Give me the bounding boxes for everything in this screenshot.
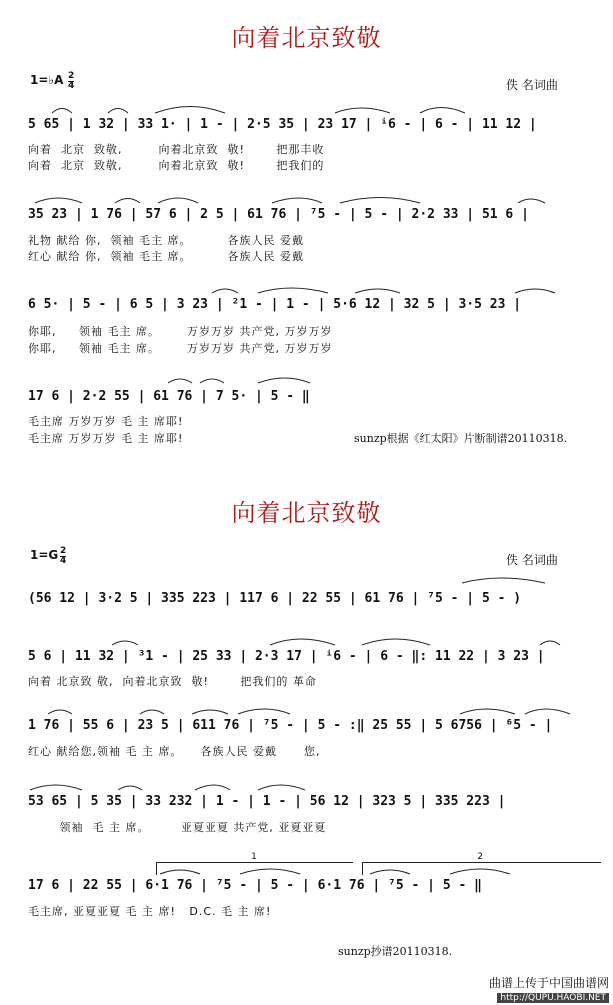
- slur: [158, 198, 198, 203]
- slur: [420, 108, 465, 114]
- song2-line3-notes: 1 76 | 55 6 | 23 5 | 611 76 | ⁷5 - | 5 - :‖ 25 55 | 5 6756 | ⁶5 - |: [28, 718, 553, 733]
- slur: [48, 710, 72, 714]
- slur: [52, 109, 72, 114]
- slur: [192, 710, 228, 714]
- volta-bracket-1: 1: [156, 862, 353, 875]
- song2-line5-lyrics: 毛主席, 亚夏亚夏 毛 主 席! D.C. 毛 主 席!: [28, 905, 272, 918]
- song1-line3-lyrics2: 你耶, 领袖 毛主 席。 万岁万岁 共产党, 万岁万岁: [28, 342, 333, 355]
- slur: [525, 709, 570, 714]
- slur: [258, 288, 328, 293]
- song2-line4-notes: 53 65 | 5 35 | 33 232 | 1 - | 1 - | 56 12 | 323 5 | 335 223 |: [28, 794, 506, 809]
- song1-key: 1=♭A: [30, 73, 64, 87]
- watermark-text: 曲谱上传于中国曲谱网: [488, 976, 609, 990]
- song1-line4-lyrics1: 毛主席 万岁万岁 毛 主 席耶!: [28, 415, 184, 428]
- song1-line1-lyrics1: 向着 北京 致敬, 向着北京致 敬! 把那丰收: [28, 143, 325, 156]
- song1-line2-lyrics2: 红心 献给 你, 领袖 毛主 席。 各族人民 爱戴: [28, 250, 304, 263]
- song1-footnote: sunzp根据《红太阳》片断制谱20110318.: [354, 432, 568, 445]
- song2-line5-notes: 17 6 | 22 55 | 6·1 76 | ⁷5 - | 5 - | 6·1 76 | ⁷5 - | 5 - ‖: [28, 878, 482, 893]
- song1-title: 向着北京致敬: [231, 24, 382, 52]
- song2-footnote: sunzp抄谱20110318.: [338, 945, 453, 958]
- song2-line3-lyrics: 红心 献给您,领袖 毛 主 席。 各族人民 爱戴 您,: [28, 745, 321, 758]
- song1-line3-lyrics1: 你耶, 领袖 毛主 席。 万岁万岁 共产党, 万岁万岁: [28, 325, 333, 338]
- slur: [238, 709, 290, 714]
- song1-line1-lyrics2: 向着 北京 致敬, 向着北京致 敬! 把我们的: [28, 159, 325, 172]
- song2-credit: 佚 名词曲: [506, 553, 558, 567]
- slur: [168, 379, 192, 383]
- song2-title: 向着北京致敬: [231, 499, 382, 527]
- slur: [515, 289, 555, 293]
- song2-line1-notes: (56 12 | 3·2 5 | 335 223 | 117 6 | 22 55 | 61 76 | ⁷5 - | 5 - ): [28, 591, 522, 606]
- slur: [212, 289, 238, 293]
- slur: [355, 289, 400, 293]
- song2-line2-notes: 5 6 | 11 32 | ³1 - | 25 33 | 2·3 17 | ⁱ6 - | 6 - ‖: 11 22 | 3 23 |: [28, 649, 545, 664]
- slur: [462, 578, 545, 583]
- song1-line4-lyrics2: 毛主席 万岁万岁 毛 主 席耶!: [28, 432, 184, 445]
- slur: [195, 785, 230, 790]
- slur: [362, 639, 430, 645]
- song1-time-signature: 2 4: [68, 71, 75, 91]
- slur: [518, 199, 545, 203]
- slur: [155, 107, 225, 114]
- slur: [258, 378, 310, 383]
- slur: [270, 639, 335, 645]
- slur: [30, 785, 82, 790]
- slur: [540, 641, 560, 645]
- slur: [112, 641, 138, 645]
- slur: [140, 710, 164, 714]
- slur: [335, 108, 390, 113]
- song2-line2-lyrics: 向着 北京致 敬, 向着北京致 敬! 把我们的 革命: [28, 675, 317, 688]
- slur: [200, 379, 224, 383]
- song1-line2-notes: 35 23 | 1 76 | 57 6 | 2 5 | 61 76 | ⁷5 - | 5 - | 2·2 33 | 51 6 |: [28, 207, 529, 222]
- slur: [35, 198, 82, 203]
- song1-line1-notes: 5 65 | 1 32 | 33 1· | 1 - | 2·5 35 | 23 17 | ⁱ6 - | 6 - | 11 12 |: [28, 117, 537, 132]
- slur: [118, 786, 142, 790]
- song1-line3-notes: 6 5· | 5 - | 6 5 | 3 23 | ²1 - | 1 - | 5·6 12 | 32 5 | 3·5 23 |: [28, 297, 522, 312]
- song2-key: 1=G: [30, 548, 59, 562]
- slur: [272, 198, 322, 203]
- song1-line2-lyrics1: 礼物 献给 你, 领袖 毛主 席。 各族人民 爱戴: [28, 234, 304, 247]
- song2-line4-lyrics: 领袖 毛 主 席。 亚夏亚夏 共产党, 亚夏亚夏: [28, 821, 327, 834]
- song1-credit: 佚 名词曲: [506, 78, 558, 92]
- slur: [460, 709, 515, 714]
- song1-line4-notes: 17 6 | 2·2 55 | 61 76 | 7 5· | 5 - ‖: [28, 389, 310, 404]
- slur: [108, 109, 128, 114]
- slur: [258, 785, 305, 790]
- song2-time-signature: 2 4: [60, 546, 67, 566]
- volta-bracket-2: 2: [362, 862, 601, 875]
- slur: [340, 198, 420, 204]
- slur: [115, 199, 140, 204]
- watermark-url[interactable]: http://QUPU.HAOBI.NET: [497, 993, 609, 1003]
